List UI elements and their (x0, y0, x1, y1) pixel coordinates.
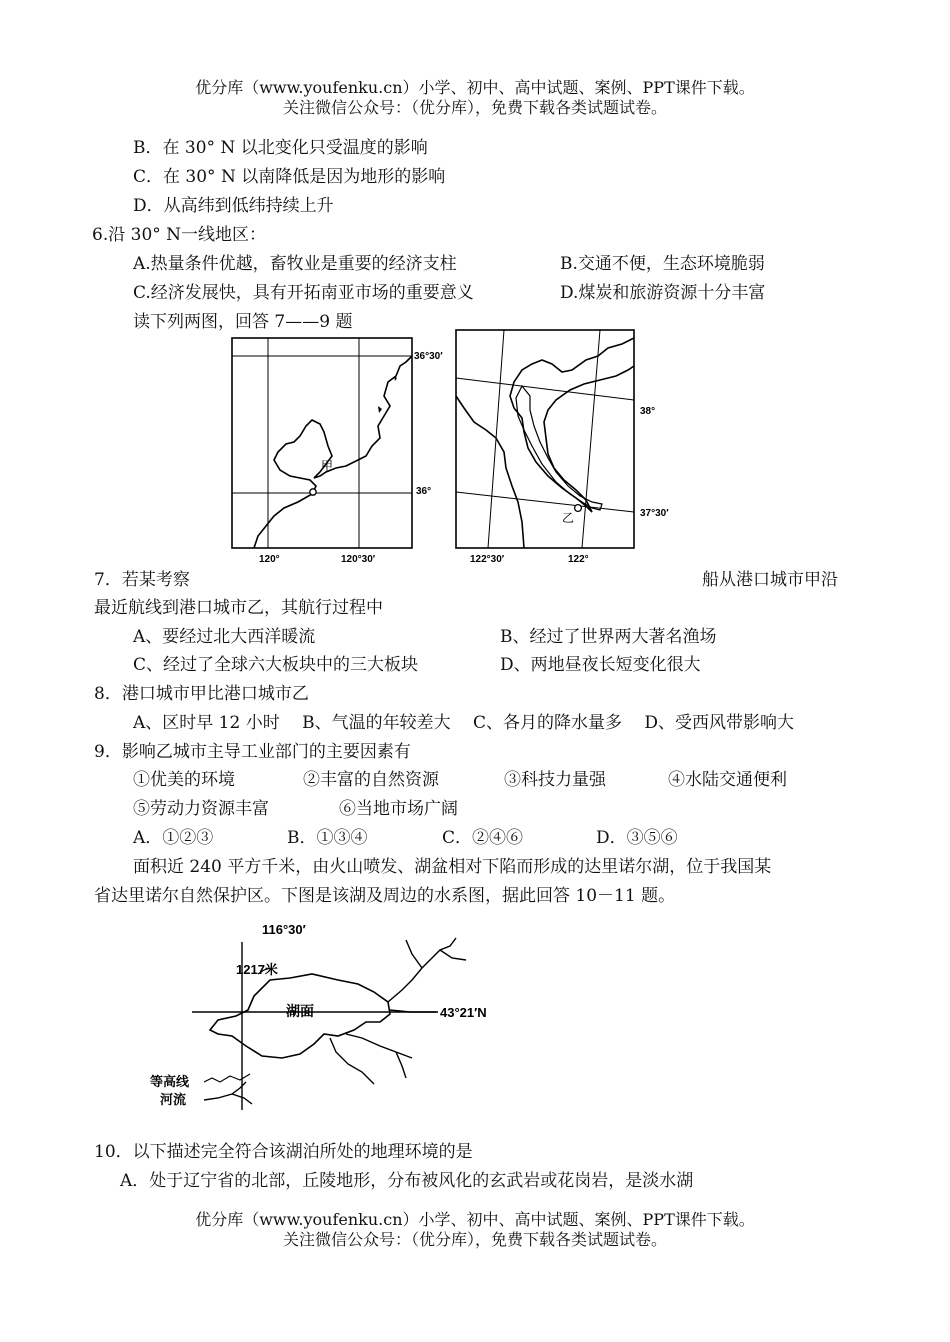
lake-map-lat-label: 43°21′N (440, 1005, 487, 1020)
q8-stem: 8．港口城市甲比港口城市乙 (94, 684, 309, 704)
q9-option-b: B．①③④ (287, 828, 368, 848)
lake-river-south (330, 1038, 374, 1084)
q9-stem: 9．影响乙城市主导工业部门的主要因素有 (94, 742, 411, 762)
map-jia-coastline (254, 356, 412, 548)
map-yi-frame (456, 330, 634, 548)
map-jia-city-marker (310, 489, 316, 495)
q9-option-c: C．②④⑥ (442, 828, 524, 848)
page-header-line1: 优分库（www.youfenku.cn）小学、初中、高中试题、案例、PPT课件下载。 (195, 78, 755, 97)
map-yi-grid (582, 330, 600, 548)
map-jia (228, 336, 446, 568)
q10-stem: 10．以下描述完全符合该湖泊所处的地理环境的是 (94, 1142, 473, 1162)
lake-map (140, 918, 560, 1118)
q5-option-b: B．在 30° N 以北变化只受温度的影响 (133, 138, 428, 158)
map-jia-lat-mid: 36° (416, 486, 432, 497)
q7-stem-left: 7．若某考察 (94, 570, 190, 590)
q9-factor-1: ①优美的环境 (133, 770, 235, 790)
q9-option-a: A．①②③ (133, 828, 214, 848)
q9-option-d: D．③⑤⑥ (596, 828, 678, 848)
q9-factor-5: ⑤劳动力资源丰富 (133, 799, 269, 819)
map-yi (452, 326, 692, 568)
map-yi-lon-left: 122°30′ (470, 554, 505, 565)
map-jia-lon-right: 120°30′ (341, 554, 376, 565)
lake-river-north (388, 938, 456, 1002)
map-yi-grid (456, 492, 634, 512)
map-yi-city-label: 乙 (562, 511, 575, 525)
page-footer-line1: 优分库（www.youfenku.cn）小学、初中、高中试题、案例、PPT课件下载。 (195, 1210, 755, 1229)
map-yi-city-marker (575, 505, 582, 512)
map-jia-island (378, 406, 382, 413)
map-yi-lat-bottom: 37°30′ (640, 508, 669, 519)
q9-factor-3: ③科技力量强 (504, 770, 606, 790)
q8-options: A、区时早 12 小时 B、气温的年较差大 C、各月的降水量多 D、受西风带影响大 (133, 713, 795, 733)
q5-option-c: C．在 30° N 以南降低是因为地形的影响 (133, 167, 446, 187)
page-header-line2: 关注微信公众号：（优分库），免费下载各类试题试卷。 (282, 98, 667, 117)
map-yi-coastline (510, 338, 634, 512)
q6-stem: 6.沿 30° N一线地区： (92, 225, 267, 245)
q9-factor-4: ④水陆交通便利 (668, 770, 787, 790)
passage-line1: 面积近 240 平方千米，由火山喷发、湖盆相对下陷而形成的达里诺尔湖，位于我国某 (133, 857, 772, 877)
lake-river-north-branch2 (440, 950, 466, 960)
q9-factor-6: ⑥当地市场广阔 (339, 799, 458, 819)
lake-river-southeast (346, 1034, 412, 1058)
legend-contour-label: 等高线 (150, 1074, 190, 1089)
q6-option-a: A.热量条件优越，畜牧业是重要的经济支柱 (133, 254, 457, 274)
map-jia-city-label: 甲 (321, 459, 334, 473)
passage-line2: 省达里诺尔自然保护区。下图是该湖及周边的水系图，据此回答 10－11 题。 (94, 886, 676, 906)
q7-stem-right: 船从港口城市甲沿 (702, 570, 838, 590)
lake-map-lon-label: 116°30′ (262, 922, 306, 937)
q7-option-b: B、经过了世界两大著名渔场 (500, 627, 717, 647)
lake-map-lake-label: 湖面 (286, 1003, 314, 1019)
map-jia-lat-top: 36°30′ (414, 351, 443, 362)
legend-river-label: 河流 (160, 1092, 187, 1107)
map-jia-frame (232, 338, 412, 548)
q10-option-a: A．处于辽宁省的北部，丘陵地形，分布被风化的玄武岩或花岗岩，是淡水湖 (120, 1171, 694, 1191)
q6-option-c: C.经济发展快，具有开拓南亚市场的重要意义 (133, 283, 474, 303)
intro-7-9: 读下列两图，回答 7——9 题 (133, 312, 353, 332)
q6-option-b: B.交通不便，生态环境脆弱 (560, 254, 765, 274)
legend-contour-symbol (204, 1074, 250, 1082)
q7-stem-cont: 最近航线到港口城市乙，其航行过程中 (94, 598, 383, 618)
q9-factor-2: ②丰富的自然资源 (303, 770, 439, 790)
q6-option-d: D.煤炭和旅游资源十分丰富 (560, 283, 766, 303)
map-jia-lon-left: 120° (259, 554, 280, 565)
lake-river-north-branch (406, 940, 422, 968)
map-yi-lat-top: 38° (640, 406, 656, 417)
map-yi-grid (456, 378, 634, 400)
q7-option-a: A、要经过北大西洋暖流 (133, 627, 316, 647)
page-footer-line2: 关注微信公众号：（优分库），免费下载各类试题试卷。 (282, 1230, 667, 1249)
q7-option-d: D、两地昼夜长短变化很大 (500, 655, 701, 675)
q5-option-d: D．从高纬到低纬持续上升 (133, 196, 334, 216)
map-yi-lon-right: 122° (568, 554, 589, 565)
q7-option-c: C、经过了全球六大板块中的三大板块 (133, 655, 419, 675)
lake-map-elev-label: 1217米 (236, 962, 278, 977)
